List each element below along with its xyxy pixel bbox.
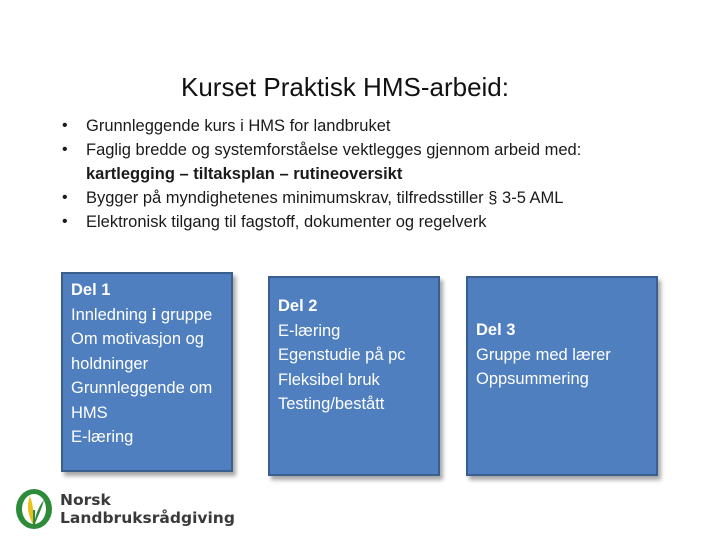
box-line: Fleksibel bruk: [278, 370, 380, 389]
logo-line-2: Landbruksrådgiving: [60, 509, 235, 527]
box-line: HMS: [71, 403, 108, 422]
leaf-logo-icon: [14, 488, 54, 530]
organization-logo: [14, 488, 254, 530]
logo-line-1: Norsk: [60, 491, 111, 509]
box-line: E-læring: [71, 428, 134, 446]
bullet-text: Grunnleggende kurs i HMS for landbruket: [86, 117, 391, 135]
course-part-1-box: [61, 272, 233, 472]
box-line: Grunnleggende om: [71, 379, 213, 397]
box-heading: Del 3: [476, 321, 516, 339]
box-line: Testing/bestått: [278, 395, 385, 413]
box-line: Oppsummering: [476, 370, 589, 388]
bullet-text: Elektronisk tilgang til fagstoff, dokumenter og regelverk: [86, 213, 487, 231]
bullet-text: Faglig bredde og systemforståelse vektlegges gjennom arbeid med:: [86, 141, 582, 159]
bullet-item: [48, 186, 688, 210]
box-heading: Del 1: [71, 281, 111, 299]
box-line: E-læring: [278, 321, 341, 340]
box-line: Om motivasjon og: [71, 330, 204, 348]
course-part-3-box: [466, 276, 658, 476]
course-part-2-box: [268, 276, 440, 476]
logo-text: [60, 491, 235, 527]
bullet-item: [48, 114, 688, 138]
bullet-list: [48, 114, 688, 234]
box-heading: Del 2: [278, 297, 318, 315]
box-line-bold: i: [151, 305, 157, 324]
box-line-text: gruppe: [156, 305, 213, 324]
box-line: holdninger: [71, 354, 149, 373]
slide-title: Kurset Praktisk HMS-arbeid:: [181, 72, 509, 102]
bullet-text: Bygger på myndighetenes minimumskrav, tilfredsstiller § 3-5 AML: [86, 189, 564, 207]
bullet-emphasis: kartlegging – tiltaksplan – rutineoversikt: [86, 165, 403, 183]
box-line-text: Innledning: [71, 305, 152, 324]
box-line: [71, 303, 223, 328]
bullet-item: [48, 210, 688, 234]
bullet-item: [48, 138, 688, 186]
box-line: Gruppe med lærer: [476, 345, 611, 364]
box-line: Egenstudie på pc: [278, 346, 406, 364]
